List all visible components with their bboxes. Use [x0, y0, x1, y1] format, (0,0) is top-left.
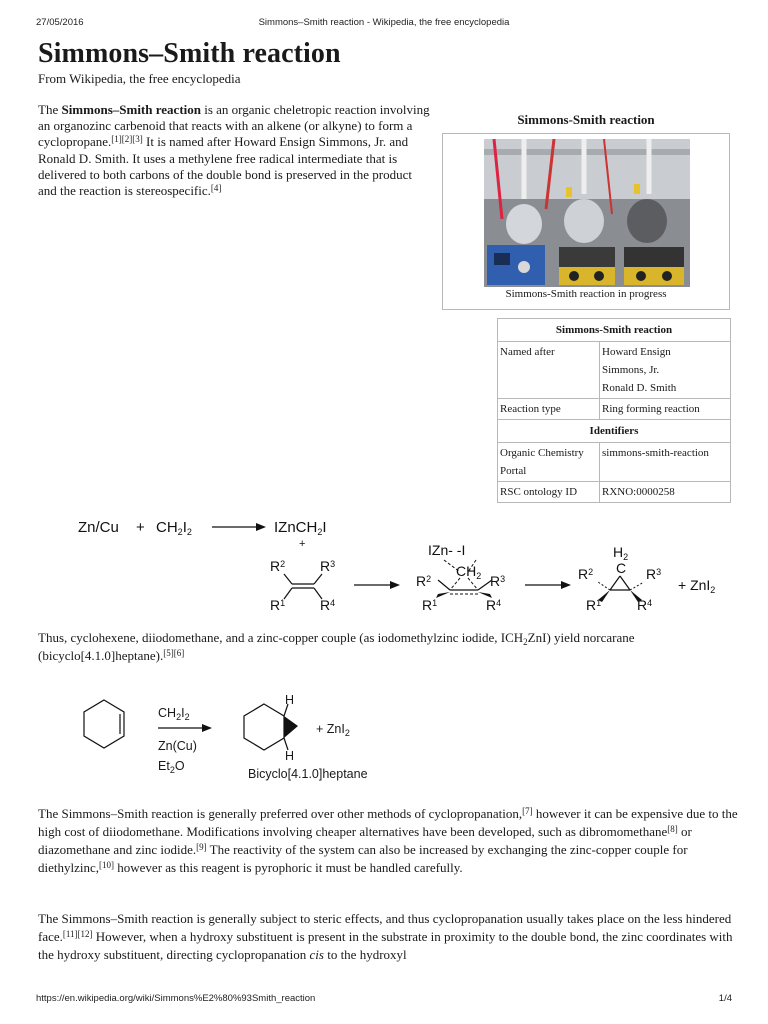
cyclohexene-structure — [80, 698, 128, 750]
substituent-label: $R^4$ — [320, 597, 336, 613]
figure-title: Simmons-Smith reaction — [517, 112, 655, 127]
citation-link[interactable]: [5][6] — [163, 648, 185, 658]
substituent-label: $R^1$ — [422, 597, 438, 613]
para-text: ZnI) yield norcarane (bicyclo[4.1.0]heptane). — [38, 630, 635, 663]
transition-state-ch2: $CH_2$ — [456, 563, 482, 581]
infobox-section-header: Identifiers — [498, 420, 731, 443]
substituent-label: $R^2$ — [578, 566, 594, 582]
byproduct-zni2: + ZnI$_2$ — [678, 577, 716, 595]
infobox-key: Named after — [498, 342, 600, 399]
para-text: Thus, cyclohexene, diiodomethane, and a zinc-copper couple (as iodomethylzinc iodide, ICH — [38, 630, 524, 645]
reaction-arrow — [158, 722, 214, 734]
para-text: However, when a hydroxy substituent is present in the substrate in proximity to the double bond, the zinc coordinates with the hydroxy substituent, directing cyclopropanation — [38, 929, 733, 962]
para-text: The Simmons–Smith reaction is generally subject to steric effects, and thus cyclopropanation usually takes place on the less hindered face. — [38, 911, 732, 944]
reaction-arrow — [354, 578, 402, 592]
print-header — [0, 17, 768, 31]
lead-text: The — [38, 102, 62, 117]
scheme-reagent: $CH_2I_2$ — [156, 519, 192, 537]
substituent-label: $R^4$ — [486, 597, 502, 613]
page-title: Simmons–Smith reaction — [38, 38, 341, 69]
infobox-key[interactable]: RSC ontology ID — [498, 482, 600, 503]
infobox-link[interactable]: RXNO:0000258 — [600, 482, 731, 503]
alkene-structure — [280, 572, 324, 602]
para-text: however as this reagent is pyrophoric it must be handled carefully. — [114, 860, 463, 875]
para-text: however it can be expensive due to the high cost of diiodomethane. Modifications involving cheaper alternatives have been developed, such as dibromomethane — [38, 806, 738, 839]
para-italic: cis — [309, 947, 324, 962]
infobox-link[interactable]: Ronald D. Smith — [602, 382, 677, 394]
substituent-label: $R^2$ — [416, 573, 432, 589]
infobox-key[interactable]: Organic Chemistry Portal — [498, 443, 600, 482]
figure-caption: Simmons-Smith reaction in progress — [505, 288, 667, 300]
body-paragraph — [38, 910, 738, 964]
transition-state-zinc: IZn- -I — [428, 542, 466, 558]
citation-link[interactable]: [8] — [667, 824, 678, 834]
infobox-link[interactable]: simmons-smith-reaction — [600, 443, 731, 482]
hydrogen-label: H — [285, 693, 295, 707]
scheme-solvent: $Et_2O$ — [158, 759, 185, 775]
infobox — [497, 318, 731, 503]
infobox-header: Simmons-Smith reaction — [498, 319, 731, 342]
para-text: to the hydroxyl — [323, 947, 407, 962]
scheme-reagent: $CH_2I_2$ — [158, 706, 190, 722]
body-paragraph — [38, 629, 738, 665]
substituent-label: $R^3$ — [320, 558, 336, 574]
substituent-label: $R^1$ — [270, 597, 286, 613]
norcarane-structure — [240, 694, 306, 760]
citation-link[interactable]: [7] — [522, 806, 533, 816]
reaction-photo[interactable] — [484, 139, 690, 287]
product-h2: $H_2$ — [613, 544, 629, 562]
byproduct-zni2: + ZnI$_2$ — [316, 722, 350, 738]
substituent-label: $R^4$ — [637, 597, 653, 613]
citation-link[interactable]: [9] — [196, 842, 207, 852]
body-paragraph — [38, 805, 738, 877]
infobox-key: Reaction type — [498, 399, 600, 420]
substituent-label: $R^3$ — [646, 566, 662, 582]
reaction-arrow — [525, 578, 573, 592]
infobox-link[interactable]: Howard Ensign — [602, 346, 671, 358]
print-date: 27/05/2016 — [36, 17, 84, 28]
lead-text: It is named after Howard Ensign Simmons, Jr. and Ronald D. Smith. It uses a methylene free radical intermediate that is delivered to both carbons of the double bond is preserved in the product and the reaction is stereospecific. — [38, 134, 413, 199]
para-text: The Simmons–Smith reaction is generally preferred over other methods of cyclopropanation, — [38, 806, 523, 821]
infobox-row — [498, 443, 731, 482]
hydrogen-label: H — [285, 749, 295, 763]
lead-paragraph — [38, 102, 430, 199]
infobox-row — [498, 482, 731, 503]
scheme-reagent: Zn/Cu — [78, 519, 119, 536]
lead-text: is an organic cheletropic reaction involving an organozinc carbenoid that reacts with an alkene (or alkyne) to form a cyclopropane. — [38, 102, 430, 150]
substituent-label: $R^3$ — [490, 573, 506, 589]
print-doc-title: Simmons–Smith reaction - Wikipedia, the free encyclopedia — [258, 17, 510, 28]
product-carbon: C — [616, 560, 627, 576]
print-footer — [0, 993, 768, 1007]
infobox-link[interactable]: Ring forming reaction — [600, 399, 731, 420]
print-url: https://en.wikipedia.org/wiki/Simmons%E2%80%93Smith_reaction — [36, 993, 316, 1004]
infobox-value — [600, 342, 731, 399]
page-tagline: From Wikipedia, the free encyclopedia — [38, 71, 241, 86]
citation-link[interactable]: [1][2][3] — [111, 134, 143, 145]
citation-link[interactable]: [10] — [99, 860, 115, 870]
infobox-link[interactable]: Simmons, Jr. — [602, 364, 660, 376]
citation-link[interactable]: [4] — [210, 183, 222, 194]
para-text: The reactivity of the system can also be increased by exchanging the zinc-copper couple for diethylzinc, — [38, 842, 688, 875]
infobox-row — [498, 399, 731, 420]
reaction-arrow — [212, 520, 268, 534]
scheme-plus: + — [136, 519, 145, 536]
scheme-reagent: Zn(Cu) — [158, 739, 197, 753]
substituent-label: $R^2$ — [270, 558, 286, 574]
infobox-row — [498, 342, 731, 399]
lead-bold-term[interactable]: Simmons–Smith reaction — [61, 102, 201, 117]
scheme-product: IZnCH$_2$I — [274, 519, 327, 537]
para-sub: 2 — [523, 637, 528, 647]
substituent-label: $R^1$ — [586, 597, 602, 613]
citation-link[interactable]: [11][12] — [62, 929, 93, 939]
print-page-number: 1/4 — [718, 993, 732, 1004]
para-text: or diazomethane and zinc iodide. — [38, 824, 692, 857]
product-label: Bicyclo[4.1.0]heptane — [248, 767, 368, 781]
scheme-plus: + — [299, 538, 306, 550]
